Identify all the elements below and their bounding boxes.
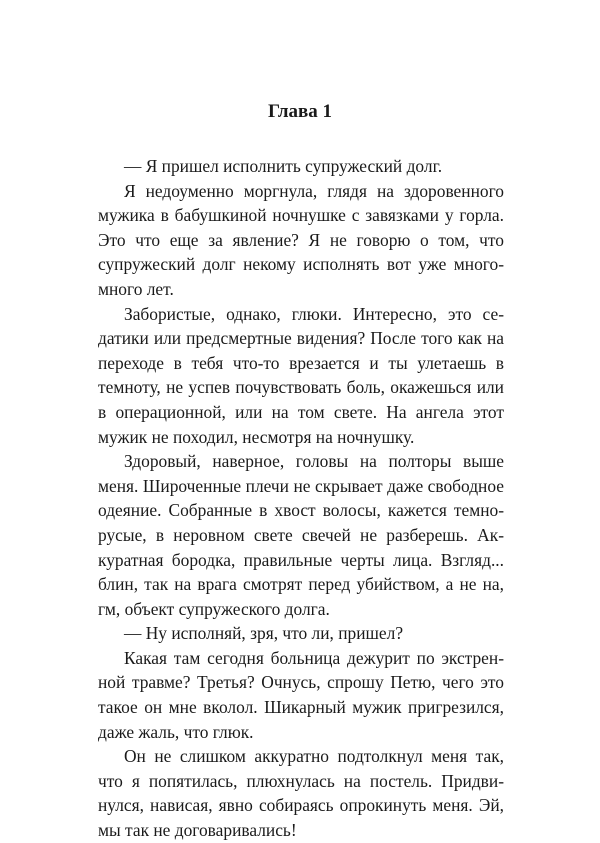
chapter-title: Глава 1 <box>267 101 333 122</box>
paragraph: Он не слишком аккуратно подтолкнул меня так, что я попятилась, плюхнулась на постель. Придвинулся, нависая, явно собираясь опрокинуть меня. Эй, мы так не договаривались! <box>98 746 504 841</box>
paragraph: Забористые, однако, глюки. Интересно, это седатики или предсмертные видения? После того как на переходе в тебя что-то врезается и ты улетаешь в темноту, не успев почувствовать боль, окажешься или в операционной, или на том свете. На ангела этот мужик не походил, несмотря на ночнушку. <box>98 303 504 447</box>
chapter-text <box>98 154 504 843</box>
paragraph: — Ну исполняй, зря, что ли, пришел? <box>124 623 404 644</box>
paragraph: — Я пришел исполнить супружеский долг. <box>124 156 443 176</box>
paragraph: Здоровый, наверное, головы на полторы выше меня. Широченные плечи не скрывает даже свободное одеяние. Собранные в хвост волосы, кажется темно-русые, в неровном свете свечей не разберешь. Аккуратная бородка, правильные черты лица. Взгляд... блин, так на врага смотрят перед убийством, а не на, гм, объект супружеского долга. <box>98 451 504 619</box>
paragraph: Я недоуменно моргнула, глядя на здоровенного мужика в бабушкиной ночнушке с завязками у горла. Это что еще за явление? Я не говорю о том, что супружеский долг некому исполнять вот уже много-много лет. <box>98 180 504 299</box>
paragraph: Какая там сегодня больница дежурит по экстренной травме? Третья? Очнусь, спрошу Петю, чего это такое он мне вколол. Шикарный мужик пригрезился, даже жаль, что глюк. <box>98 647 504 742</box>
